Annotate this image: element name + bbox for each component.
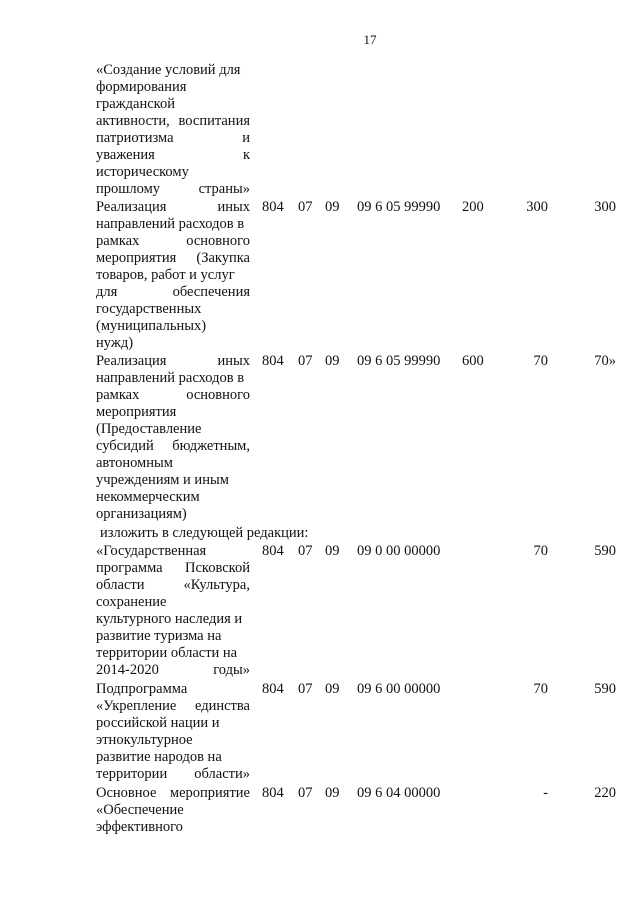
cell-rz: 07: [298, 543, 313, 559]
cell-csr: 09 6 04 00000: [357, 785, 441, 801]
cell-pr: 09: [325, 785, 340, 801]
row-line-split: [96, 147, 250, 164]
cell-grbs: 804: [262, 353, 284, 369]
row-description: [96, 543, 250, 679]
row-line: [96, 560, 250, 577]
row-line: [96, 698, 250, 715]
row-line-word: области»: [194, 766, 250, 782]
cell-csr: 09 6 00 00000: [357, 681, 441, 697]
row-line: [96, 662, 250, 679]
row-line: [96, 250, 250, 267]
row-line-word: уважения: [96, 147, 155, 163]
cell-pr: 09: [325, 199, 340, 215]
cell-pr: 09: [325, 353, 340, 369]
row-line-word: страны»: [198, 181, 250, 197]
row-line-word: воспитания: [178, 113, 250, 129]
cell-rz: 07: [298, 681, 313, 697]
row-description: [96, 353, 250, 523]
cell-sum-2: 590: [594, 543, 616, 559]
row-line-word: территории: [96, 766, 168, 782]
cell-pr: 09: [325, 681, 340, 697]
row-line: организациям): [96, 506, 187, 522]
row-line: учреждениям и иным: [96, 472, 229, 488]
row-line-word: Реализация: [96, 353, 167, 369]
row-line: направлений расходов в: [96, 370, 245, 386]
row-line-split: [96, 130, 250, 147]
row-line-word: 2014-2020: [96, 662, 159, 678]
row-line: [96, 113, 250, 130]
row-line: развитие народов на: [96, 749, 222, 765]
row-line: (муниципальных): [96, 318, 207, 334]
row-line-word: «Укрепление: [96, 698, 177, 714]
row-line: [96, 284, 250, 301]
row-line: [96, 387, 250, 404]
row-line-word: активности,: [96, 113, 170, 129]
row-line-word: бюджетным,: [172, 438, 250, 454]
row-line: направлений расходов в: [96, 216, 245, 232]
cell-pr: 09: [325, 543, 340, 559]
row-line: эффективного: [96, 819, 183, 835]
cell-sum-1: 300: [526, 199, 548, 215]
cell-csr: 09 0 00 00000: [357, 543, 441, 559]
row-description: [96, 785, 250, 836]
cell-grbs: 804: [262, 199, 284, 215]
row-line-word: для: [96, 284, 118, 300]
row-line: некоммерческим: [96, 489, 200, 505]
row-line-word: единства: [194, 698, 250, 714]
cell-sum-1: 70: [533, 681, 548, 697]
row-line: «Государственная: [96, 543, 207, 559]
cell-sum-2: 590: [594, 681, 616, 697]
row-line-word: рамках: [96, 387, 140, 403]
row-line: Подпрограмма: [96, 681, 188, 697]
row-description: [96, 199, 250, 352]
cell-grbs: 804: [262, 681, 284, 697]
row-line-word: (Закупка: [196, 250, 250, 266]
row-line: историческому: [96, 164, 189, 180]
cell-vr: 600: [462, 353, 484, 369]
row-description: [96, 681, 250, 783]
row-line-word: патриотизма: [96, 130, 174, 146]
row-line: гражданской: [96, 96, 175, 112]
cell-sum-1: 70: [533, 353, 548, 369]
row-line: «Создание условий для: [96, 62, 241, 78]
cell-rz: 07: [298, 785, 313, 801]
row-line: [96, 353, 250, 370]
row-line: развитие туризма на: [96, 628, 222, 644]
page-number: 17: [363, 32, 377, 47]
row-line: [96, 785, 250, 802]
row-line: товаров, работ и услуг: [96, 267, 235, 283]
row-line: этнокультурное: [96, 732, 193, 748]
cell-grbs: 804: [262, 785, 284, 801]
row-line: сохранение: [96, 594, 167, 610]
row-line-word: «Культура,: [183, 577, 250, 593]
row-line-word: Реализация: [96, 199, 167, 215]
row-line: российской нации и: [96, 715, 220, 731]
row-line-word: рамках: [96, 233, 140, 249]
amendment-intro: изложить в следующей редакции:: [100, 525, 309, 541]
row-line-word: области: [96, 577, 145, 593]
row-line: автономным: [96, 455, 173, 471]
row-line-word: к: [242, 147, 250, 163]
row-line: [96, 577, 250, 594]
cell-csr: 09 6 05 99990: [357, 199, 441, 215]
row-line-word: мероприятия: [96, 250, 177, 266]
cell-rz: 07: [298, 353, 313, 369]
cell-sum-2: 300: [594, 199, 616, 215]
row-line-word: основного: [186, 233, 250, 249]
row-line: [96, 438, 250, 455]
row-line: [96, 766, 250, 783]
row-line-word: субсидий: [96, 438, 154, 454]
cell-sum-2: 220: [594, 785, 616, 801]
row-line-word: обеспечения: [172, 284, 250, 300]
row-line-word: основного: [186, 387, 250, 403]
row-line: государственных: [96, 301, 202, 317]
cell-sum-1: -: [543, 785, 548, 801]
row-line: нужд): [96, 335, 134, 351]
row-line-word: Псковской: [185, 560, 250, 576]
row-line: территории области на: [96, 645, 238, 661]
row-line: (Предоставление: [96, 421, 202, 437]
row-line: [96, 181, 250, 198]
row-line-word: годы»: [213, 662, 250, 678]
row-line: «Обеспечение: [96, 802, 184, 818]
row-line: [96, 233, 250, 250]
row-line: [96, 199, 250, 216]
cell-csr: 09 6 05 99990: [357, 353, 441, 369]
row-line-word: мероприятие: [169, 785, 250, 801]
row-line: мероприятия: [96, 404, 177, 420]
row-line-word: прошлому: [96, 181, 161, 197]
cell-sum-2: 70»: [594, 353, 616, 369]
row-line-word: Основное: [96, 785, 157, 801]
row-line: культурного наследия и: [96, 611, 243, 627]
row-line-word: и: [242, 130, 250, 146]
cell-sum-1: 70: [533, 543, 548, 559]
cell-rz: 07: [298, 199, 313, 215]
row-description: [96, 62, 250, 198]
row-line-word: программа: [96, 560, 163, 576]
row-line: формирования: [96, 79, 187, 95]
row-line-word: иных: [217, 199, 250, 215]
cell-grbs: 804: [262, 543, 284, 559]
row-line-word: иных: [217, 353, 250, 369]
cell-vr: 200: [462, 199, 484, 215]
